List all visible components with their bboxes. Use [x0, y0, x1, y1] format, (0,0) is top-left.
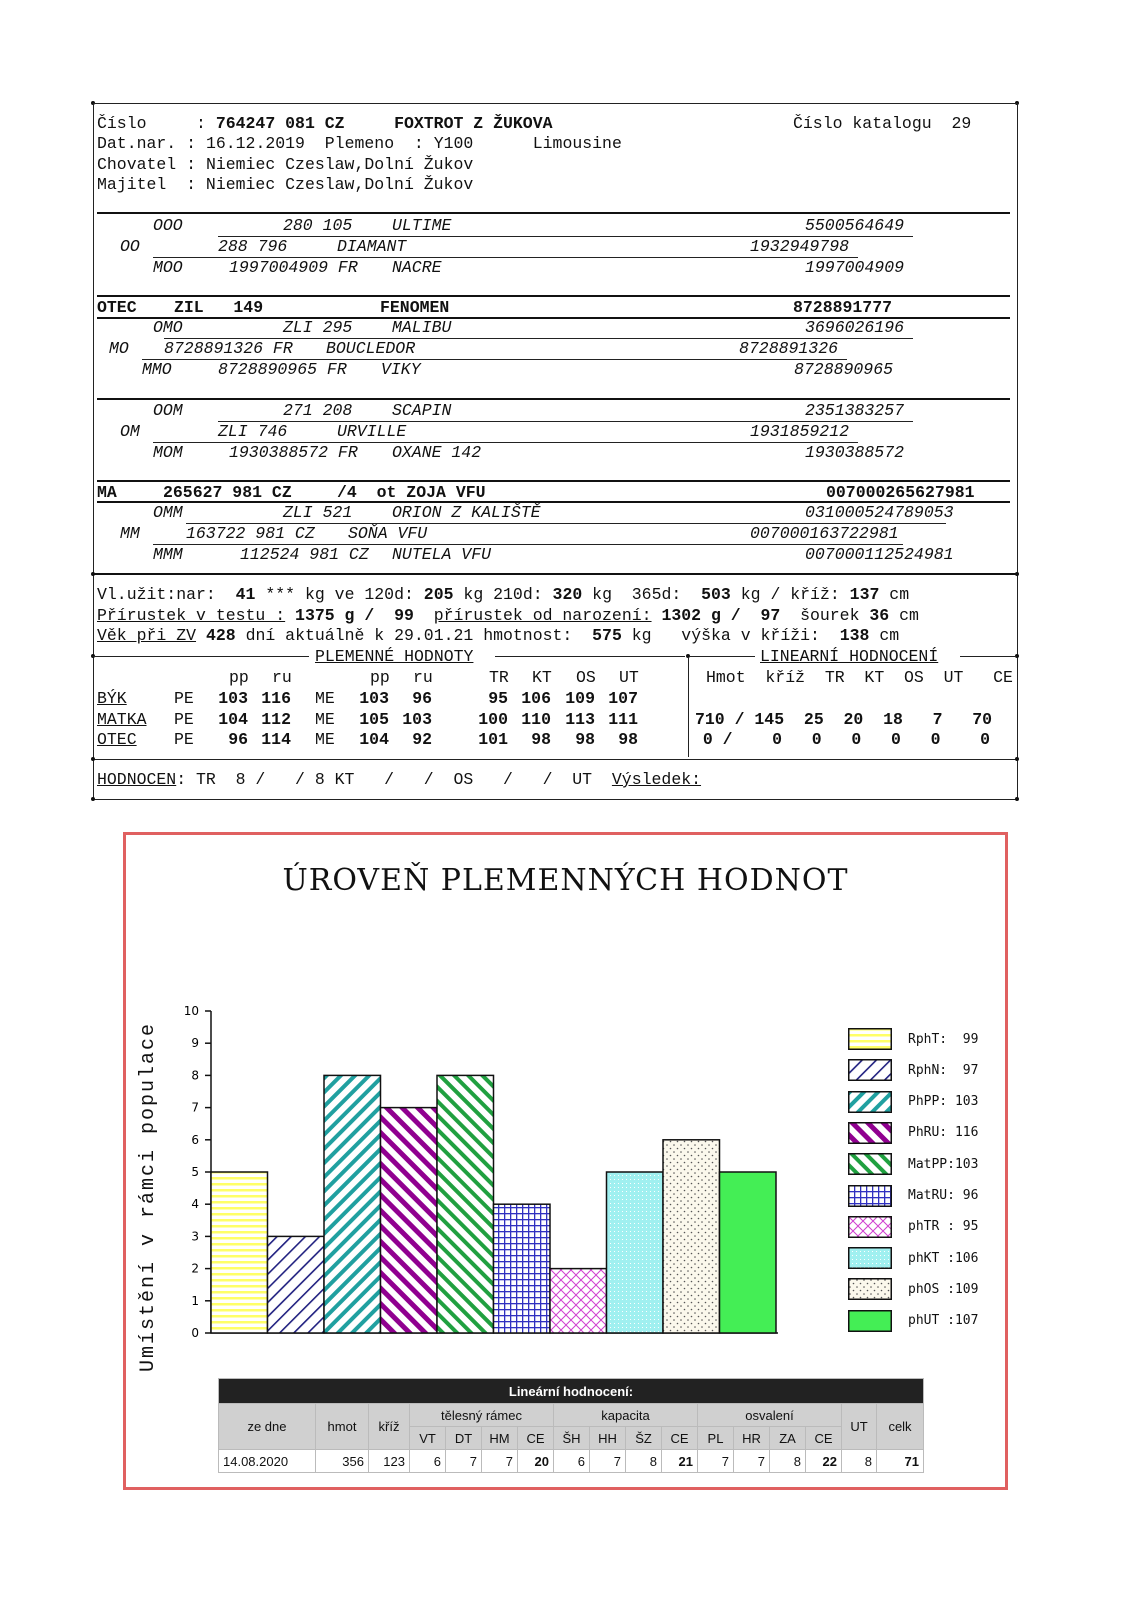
ma-code: MA — [97, 483, 117, 502]
y-tick-label: 10 — [183, 1004, 199, 1018]
chart-title: ÚROVEŇ PLEMENNÝCH HODNOT — [282, 863, 849, 898]
mm-name: SOŇA VFU — [348, 524, 428, 543]
legend-label: PhRU: 116 — [908, 1125, 979, 1141]
header-line-1: Číslo : 764247 081 CZ FOXTROT Z ŽUKOVA — [97, 114, 553, 133]
subheader-cell: ZA — [770, 1427, 806, 1450]
mo-num: 8728891326 — [739, 339, 839, 358]
perf-label: *** kg ve 120d: — [265, 585, 414, 604]
perf-value: 41 — [235, 585, 256, 604]
oom-id: 271 208 — [283, 401, 353, 420]
om-id: ZLI 746 — [218, 422, 288, 441]
ma-id: 265627 981 CZ — [163, 483, 292, 502]
owner: Niemiec Czeslaw,Dolní Žukov — [205, 175, 474, 194]
perf-value: 36 — [869, 606, 890, 625]
divider — [93, 759, 1017, 760]
plemeno-label: Plemeno — [324, 134, 395, 153]
value-cell: 6 — [410, 1450, 446, 1473]
col-kt: KT — [532, 668, 552, 687]
breeding-title: PLEMENNÉ HODNOTY — [315, 647, 474, 666]
perf-label: výška v kříži: — [681, 626, 820, 645]
breeding-row-label: OTEC — [97, 730, 137, 749]
frame-corner — [1015, 797, 1019, 801]
y-tick-label: 9 — [191, 1036, 199, 1051]
breeding-row-label: BÝK — [97, 689, 127, 708]
value-cell: 123 — [369, 1450, 410, 1473]
moo-code: MOO — [153, 258, 183, 277]
col-hmot: hmot — [316, 1404, 369, 1450]
col-tr: TR — [489, 668, 509, 687]
legend-item — [848, 1090, 978, 1114]
mmo-id: 8728890965 FR — [218, 360, 347, 379]
datnar-label: Dat.nar. — [97, 134, 177, 153]
legend-item — [848, 1277, 978, 1301]
frame-corner — [1015, 654, 1019, 658]
breeding-value-kt: 110 — [521, 709, 551, 729]
divider — [690, 656, 755, 657]
legend-swatch — [848, 1028, 892, 1050]
subheader-cell: PL — [698, 1427, 734, 1450]
subheader-cell: ŠH — [554, 1427, 590, 1450]
divider — [93, 656, 309, 657]
legend-swatch — [848, 1247, 892, 1269]
bar-2 — [324, 1075, 381, 1333]
ma-name: /4 ot ZOJA VFU — [337, 483, 486, 502]
katalog-number: 29 — [951, 114, 972, 133]
breed-name: Limousine — [532, 134, 622, 153]
moo-id: 1997004909 FR — [229, 258, 358, 277]
otec-id: ZIL 149 — [174, 298, 264, 317]
hodnocen-label: HODNOCEN — [97, 770, 177, 789]
mom-name: OXANE 142 — [392, 443, 482, 462]
bar-4 — [437, 1075, 494, 1333]
frame-corner — [91, 757, 95, 761]
col-pp: pp — [370, 668, 390, 687]
y-tick-label: 6 — [191, 1132, 199, 1147]
col-ze-dne: ze dne — [219, 1404, 316, 1450]
mm-num: 007000163722981 — [750, 524, 899, 543]
perf-label: cm — [889, 585, 910, 604]
legend-swatch — [848, 1059, 892, 1081]
legend-item — [848, 1215, 978, 1239]
legend-swatch — [848, 1122, 892, 1144]
value-cell: 20 — [518, 1450, 554, 1473]
value-cell: 71 — [877, 1450, 924, 1473]
legend-item — [848, 1184, 978, 1208]
birth-date: 16.12.2019 — [205, 134, 305, 153]
header-line-2: Dat.nar. : 16.12.2019 Plemeno : Y100 Limousine — [97, 134, 622, 153]
oo-num: 1932949798 — [750, 237, 850, 256]
legend-swatch — [848, 1278, 892, 1300]
linear-header: Hmot kříž TR KT OS UT CE — [706, 668, 1013, 687]
legend-label: phTR : 95 — [908, 1219, 979, 1235]
y-tick-label: 5 — [191, 1165, 199, 1179]
perf-value: 138 — [839, 626, 870, 645]
perf-label: kg 210d: — [463, 585, 543, 604]
mmm-name: NUTELA VFU — [392, 545, 492, 564]
breeding-value-pp1: 104 — [218, 709, 248, 729]
divider — [97, 212, 1010, 214]
perf-label: kg 365d: — [592, 585, 682, 604]
mm-code: MM — [120, 524, 140, 543]
subheader-cell: CE — [806, 1427, 842, 1450]
legend-swatch — [848, 1091, 892, 1113]
linear-values-row: 0 / 0 0 0 0 0 0 — [702, 730, 990, 749]
breeding-value-os: 109 — [565, 689, 595, 708]
divider — [960, 656, 1015, 657]
bar-5 — [494, 1204, 551, 1333]
legend-label: phKT :106 — [908, 1250, 979, 1266]
breeding-value-pp2: 105 — [359, 709, 389, 729]
breeding-value-pp2: 103 — [359, 689, 389, 708]
legend-item — [848, 1246, 978, 1270]
legend-item — [848, 1309, 978, 1333]
ooo-code: OOO — [153, 216, 183, 235]
mm-id: 163722 981 CZ — [186, 524, 315, 543]
legend-item — [848, 1027, 978, 1051]
value-cell: 7 — [590, 1450, 626, 1473]
value-cell: 7 — [734, 1450, 770, 1473]
cislo-label: Číslo — [97, 114, 147, 133]
moo-num: 1997004909 — [805, 258, 905, 277]
perf-label: Vl.užit:nar: — [97, 585, 216, 604]
y-tick-label: 7 — [191, 1100, 199, 1115]
perf-value: 1302 g / 97 — [661, 606, 781, 625]
mmo-code: MMO — [142, 360, 172, 379]
divider — [97, 480, 1010, 482]
legend-swatch — [848, 1153, 892, 1175]
otec-num: 8728891777 — [793, 298, 893, 317]
hodnocen-values: : TR 8 / / 8 KT / / OS / / UT — [176, 770, 593, 789]
col-ru: ru — [413, 668, 433, 687]
omm-name: ORION Z KALIŠTĚ — [392, 503, 541, 522]
perf-value: 503 — [701, 585, 731, 604]
divider — [495, 656, 685, 657]
breeding-value-me: ME — [315, 709, 335, 729]
breeding-value-pp1: 103 — [218, 689, 248, 708]
oom-num: 2351383257 — [805, 401, 905, 420]
subheader-cell: CE — [518, 1427, 554, 1450]
breeding-value-pp1: 96 — [228, 730, 248, 749]
breeding-value-kt: 98 — [531, 730, 551, 749]
linear-table-title: Lineární hodnocení: — [219, 1379, 924, 1404]
perf-line-1 — [97, 585, 909, 605]
breeding-value-ru2: 92 — [412, 730, 432, 749]
subheader-cell: DT — [446, 1427, 482, 1450]
bar-9 — [720, 1172, 777, 1333]
perf-label: kg — [631, 626, 652, 645]
katalog-label: Číslo katalogu — [793, 114, 932, 133]
subheader-cell: HH — [590, 1427, 626, 1450]
perf-label: Věk při ZV — [97, 626, 197, 645]
bars — [211, 1075, 776, 1333]
y-tick-label: 4 — [191, 1197, 199, 1212]
om-num: 1931859212 — [750, 422, 850, 441]
ma-num: 007000265627981 — [826, 483, 975, 502]
legend-label: phOS :109 — [908, 1281, 979, 1297]
subheader-cell: HR — [734, 1427, 770, 1450]
subheader-cell: VT — [410, 1427, 446, 1450]
legend-label: RphN: 97 — [908, 1062, 979, 1078]
mmo-num: 8728890965 — [794, 360, 894, 379]
ooo-id: 280 105 — [283, 216, 353, 235]
breeding-row-label: MATKA — [97, 709, 147, 729]
omm-id: ZLI 521 — [283, 503, 353, 522]
perf-value: 137 — [849, 585, 880, 604]
om-name: URVILLE — [337, 422, 407, 441]
frame-corner — [1015, 757, 1019, 761]
mmm-code: MMM — [153, 545, 183, 564]
breeder: Niemiec Czeslaw,Dolní Žukov — [205, 155, 474, 174]
divider — [688, 657, 689, 757]
breeding-value-tr: 101 — [478, 730, 508, 749]
perf-value: 205 — [423, 585, 454, 604]
col-os: OS — [576, 668, 596, 687]
legend-item — [848, 1121, 978, 1145]
breeding-value-pe: PE — [174, 730, 194, 749]
col-ru: ru — [272, 668, 292, 687]
perf-label: přírustek od narození: — [433, 606, 652, 625]
om-code: OM — [120, 422, 140, 441]
legend-label: MatRU: 96 — [908, 1188, 979, 1203]
legend-swatch — [848, 1216, 892, 1238]
value-cell: 7 — [698, 1450, 734, 1473]
value-cell: 8 — [626, 1450, 662, 1473]
bar-0 — [211, 1172, 268, 1333]
omo-name: MALIBU — [392, 318, 452, 337]
mmo-name: VIKY — [381, 360, 421, 379]
perf-line-3 — [97, 626, 899, 646]
omo-code: OMO — [153, 318, 183, 337]
y-tick-label: 3 — [191, 1229, 199, 1244]
breeding-value-pe: PE — [174, 689, 194, 708]
linear-title: LINEARNÍ HODNOCENÍ — [760, 647, 939, 666]
breeding-value-ut: 98 — [618, 730, 638, 749]
perf-label: šourek — [800, 606, 860, 625]
mo-code: MO — [109, 339, 129, 358]
breeding-value-me: ME — [315, 730, 335, 749]
perf-value: 1375 g / 99 — [295, 606, 414, 625]
oom-code: OOM — [153, 401, 183, 420]
breeding-value-kt: 106 — [521, 689, 551, 708]
header-line-3: Chovatel : Niemiec Czeslaw,Dolní Žukov — [97, 155, 474, 174]
moo-name: NACRE — [392, 258, 442, 277]
breeding-value-ut: 111 — [608, 709, 638, 729]
mmm-id: 112524 981 CZ — [240, 545, 369, 564]
breeding-value-ru2: 103 — [402, 709, 432, 729]
mom-num: 1930388572 — [805, 443, 905, 462]
value-cell: 14.08.2020 — [219, 1450, 316, 1473]
breeding-value-pp2: 104 — [359, 730, 389, 749]
ooo-num: 5500564649 — [805, 216, 905, 235]
col-pp: pp — [229, 668, 249, 687]
perf-value: 575 — [592, 626, 622, 645]
value-cell: 21 — [662, 1450, 698, 1473]
value-cell: 22 — [806, 1450, 842, 1473]
breeding-value-os: 98 — [575, 730, 595, 749]
legend-item — [848, 1058, 978, 1082]
value-cell: 6 — [554, 1450, 590, 1473]
perf-value: 428 — [205, 626, 236, 645]
ooo-name: ULTIME — [392, 216, 452, 235]
col-ut: UT — [619, 668, 639, 687]
oo-name: DIAMANT — [337, 237, 407, 256]
otec-code: OTEC — [97, 298, 137, 317]
subheader-cell: ŠZ — [626, 1427, 662, 1450]
y-axis-label: Umístění v rámci populace — [137, 1021, 160, 1372]
subheader-cell: HM — [482, 1427, 518, 1450]
value-cell: 8 — [842, 1450, 877, 1473]
perf-line-2 — [97, 606, 919, 626]
mo-name: BOUCLEDOR — [326, 339, 416, 358]
breeding-value-ut: 107 — [608, 689, 638, 708]
divider — [97, 398, 1010, 400]
value-cell: 7 — [482, 1450, 518, 1473]
col-ut: UT — [842, 1404, 877, 1450]
vysledek-label: Výsledek: — [611, 770, 702, 789]
divider — [93, 799, 1017, 800]
legend-label: MatPP:103 — [908, 1156, 979, 1172]
perf-label: Přírustek v testu : — [97, 606, 286, 625]
breeding-value-ru1: 114 — [261, 730, 291, 749]
subheader-cell: CE — [662, 1427, 698, 1450]
divider — [97, 295, 1010, 297]
legend-item — [848, 1152, 978, 1176]
linear-table — [218, 1378, 924, 1473]
breeding-value-tr: 95 — [488, 689, 508, 708]
breeding-value-tr: 100 — [478, 709, 508, 729]
omm-code: OMM — [153, 503, 183, 522]
animal-name: FOXTROT Z ŽUKOVA — [394, 114, 553, 133]
frame-corner — [91, 797, 95, 801]
omm-num: 031000524789053 — [805, 503, 954, 522]
col-celk: celk — [877, 1404, 924, 1450]
perf-label: cm — [899, 606, 919, 625]
breeding-value-me: ME — [315, 689, 335, 708]
perf-label: dní aktuálně k 29.01.21 hmotnost: — [245, 626, 573, 645]
bar-1 — [268, 1236, 325, 1333]
mmm-num: 007000112524981 — [805, 545, 954, 564]
otec-name: FENOMEN — [380, 298, 450, 317]
value-cell: 356 — [316, 1450, 369, 1473]
oom-name: SCAPIN — [392, 401, 452, 420]
col-kriz: kříž — [369, 1404, 410, 1450]
breeding-value-ru2: 96 — [412, 689, 432, 708]
breeding-value-ru1: 112 — [261, 709, 291, 729]
perf-value: 320 — [552, 585, 583, 604]
bar-6 — [550, 1269, 607, 1333]
frame-left — [93, 103, 94, 800]
y-tick-label: 2 — [191, 1261, 199, 1276]
perf-label: kg / kříž: — [740, 585, 840, 604]
value-cell: 8 — [770, 1450, 806, 1473]
linear-values-row: 710 / 145 25 20 18 7 70 — [695, 709, 993, 729]
mom-id: 1930388572 FR — [229, 443, 358, 462]
mo-id: 8728891326 FR — [164, 339, 293, 358]
header-line-4: Majitel : Niemiec Czeslaw,Dolní Žukov — [97, 175, 474, 194]
chovatel-label: Chovatel — [97, 155, 177, 174]
value-cell: 7 — [446, 1450, 482, 1473]
oo-code: OO — [120, 237, 140, 256]
breeding-value-pe: PE — [174, 709, 194, 729]
oo-id: 288 796 — [218, 237, 288, 256]
legend-swatch — [848, 1310, 892, 1332]
legend-label: phUT :107 — [908, 1313, 979, 1329]
hodnocen-line — [97, 770, 701, 790]
col-osvaleni: osvalení — [698, 1404, 842, 1427]
legend-label: PhPP: 103 — [908, 1094, 979, 1110]
linear-values — [219, 1450, 924, 1473]
majitel-label: Majitel — [97, 175, 167, 194]
breeding-value-ru1: 116 — [261, 689, 291, 708]
col-telesny: tělesný rámec — [410, 1404, 554, 1427]
breeding-value-os: 113 — [565, 709, 595, 729]
y-tick-label: 8 — [191, 1068, 199, 1083]
legend-label: RphT: 99 — [908, 1031, 979, 1047]
breed-code: Y100 — [433, 134, 474, 153]
perf-label: cm — [879, 626, 900, 645]
bar-3 — [381, 1108, 438, 1333]
divider — [93, 573, 1017, 575]
animal-id: 764247 081 CZ — [215, 114, 345, 133]
y-tick-label: 1 — [191, 1293, 199, 1308]
legend-swatch — [848, 1185, 892, 1207]
y-tick-label: 0 — [191, 1326, 199, 1340]
mom-code: MOM — [153, 443, 183, 462]
frame-right — [1017, 103, 1018, 800]
col-kapacita: kapacita — [554, 1404, 698, 1427]
omo-num: 3696026196 — [805, 318, 905, 337]
bar-7 — [607, 1172, 664, 1333]
bar-8 — [663, 1140, 720, 1333]
katalog — [793, 114, 971, 134]
omo-id: ZLI 295 — [283, 318, 353, 337]
chart-panel — [123, 832, 1008, 1490]
divider — [93, 103, 1017, 104]
